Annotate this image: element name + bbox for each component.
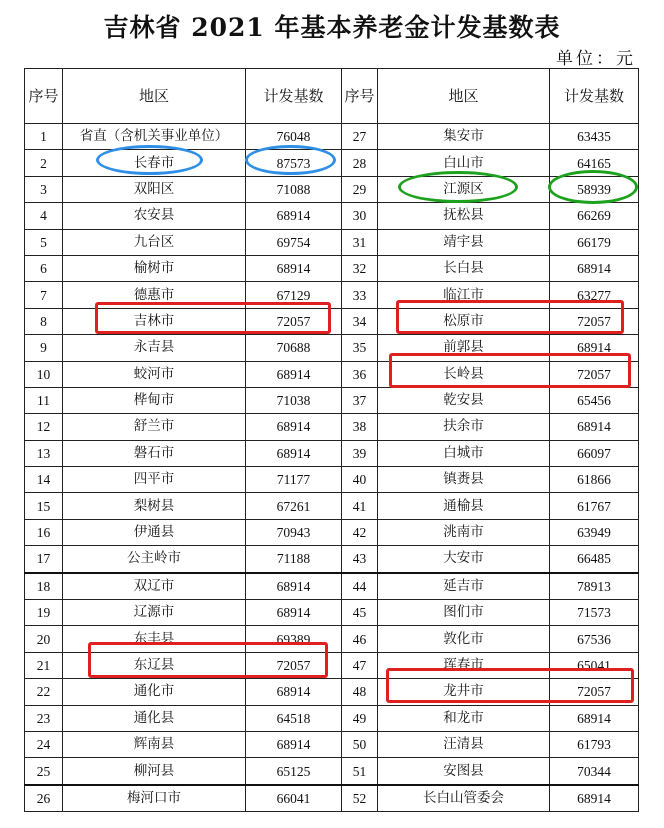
cell-region-left: 公主岭市 (63, 546, 246, 573)
cell-base-left: 68914 (246, 255, 342, 281)
cell-base-left: 67129 (246, 282, 342, 308)
cell-region-right: 通榆县 (378, 493, 550, 519)
cell-base-left: 70688 (246, 335, 342, 361)
table-row (25, 176, 639, 202)
cell-region-left: 东丰县 (63, 626, 246, 652)
cell-base-right: 78913 (550, 573, 639, 600)
cell-region-left: 双阳区 (63, 176, 246, 202)
pension-base-table (24, 68, 639, 812)
cell-seq-right: 28 (342, 150, 378, 176)
table-row (25, 679, 639, 705)
cell-region-left: 东辽县 (63, 652, 246, 678)
table-row (25, 600, 639, 626)
cell-seq-left: 4 (25, 203, 63, 229)
table-row (25, 573, 639, 600)
cell-base-right: 61767 (550, 493, 639, 519)
cell-seq-right: 34 (342, 308, 378, 334)
cell-base-right: 65041 (550, 652, 639, 678)
cell-seq-right: 36 (342, 361, 378, 387)
table-row (25, 652, 639, 678)
cell-base-left: 67261 (246, 493, 342, 519)
cell-base-left: 87573 (246, 150, 342, 176)
cell-base-left: 68914 (246, 679, 342, 705)
cell-region-right: 龙井市 (378, 679, 550, 705)
cell-region-right: 临江市 (378, 282, 550, 308)
cell-seq-right: 37 (342, 387, 378, 413)
cell-region-left: 伊通县 (63, 519, 246, 545)
cell-seq-left: 7 (25, 282, 63, 308)
cell-region-right: 延吉市 (378, 573, 550, 600)
cell-seq-right: 49 (342, 705, 378, 731)
cell-base-right: 58939 (550, 176, 639, 202)
cell-base-left: 72057 (246, 308, 342, 334)
cell-base-right: 63277 (550, 282, 639, 308)
table-row (25, 546, 639, 573)
cell-seq-right: 31 (342, 229, 378, 255)
cell-seq-right: 32 (342, 255, 378, 281)
cell-base-right: 63435 (550, 124, 639, 150)
cell-region-right: 图们市 (378, 600, 550, 626)
cell-base-left: 68914 (246, 440, 342, 466)
cell-region-right: 白城市 (378, 440, 550, 466)
cell-region-left: 九台区 (63, 229, 246, 255)
table-row (25, 361, 639, 387)
cell-region-right: 江源区 (378, 176, 550, 202)
cell-seq-left: 22 (25, 679, 63, 705)
table-row (25, 124, 639, 150)
table-row (25, 493, 639, 519)
cell-region-right: 集安市 (378, 124, 550, 150)
cell-seq-left: 3 (25, 176, 63, 202)
cell-base-right: 66485 (550, 546, 639, 573)
cell-region-right: 安图县 (378, 758, 550, 785)
cell-region-right: 珲春市 (378, 652, 550, 678)
cell-seq-right: 35 (342, 335, 378, 361)
cell-base-left: 68914 (246, 203, 342, 229)
cell-base-right: 71573 (550, 600, 639, 626)
cell-region-right: 靖宇县 (378, 229, 550, 255)
cell-region-left: 梨树县 (63, 493, 246, 519)
table-row (25, 229, 639, 255)
cell-seq-right: 52 (342, 785, 378, 812)
header-seq-right: 序号 (342, 69, 378, 124)
cell-region-left: 桦甸市 (63, 387, 246, 413)
cell-region-left: 吉林市 (63, 308, 246, 334)
cell-base-left: 68914 (246, 600, 342, 626)
header-base-right: 计发基数 (550, 69, 639, 124)
cell-base-left: 69754 (246, 229, 342, 255)
cell-base-right: 61866 (550, 467, 639, 493)
cell-seq-left: 17 (25, 546, 63, 573)
cell-region-right: 长白县 (378, 255, 550, 281)
cell-region-left: 四平市 (63, 467, 246, 493)
cell-region-left: 省直（含机关事业单位） (63, 124, 246, 150)
cell-base-right: 66269 (550, 203, 639, 229)
cell-base-right: 67536 (550, 626, 639, 652)
cell-seq-right: 30 (342, 203, 378, 229)
cell-region-left: 辉南县 (63, 731, 246, 757)
cell-base-right: 70344 (550, 758, 639, 785)
cell-region-right: 长岭县 (378, 361, 550, 387)
cell-seq-left: 21 (25, 652, 63, 678)
cell-seq-left: 13 (25, 440, 63, 466)
cell-region-left: 长春市 (63, 150, 246, 176)
cell-base-left: 71088 (246, 176, 342, 202)
cell-region-left: 梅河口市 (63, 785, 246, 812)
cell-seq-left: 20 (25, 626, 63, 652)
cell-seq-left: 2 (25, 150, 63, 176)
cell-region-left: 辽源市 (63, 600, 246, 626)
cell-base-right: 66179 (550, 229, 639, 255)
cell-base-left: 64518 (246, 705, 342, 731)
cell-region-right: 白山市 (378, 150, 550, 176)
table-row (25, 785, 639, 812)
cell-seq-left: 25 (25, 758, 63, 785)
cell-base-left: 66041 (246, 785, 342, 812)
table-row (25, 705, 639, 731)
cell-region-right: 松原市 (378, 308, 550, 334)
cell-seq-left: 23 (25, 705, 63, 731)
cell-base-right: 72057 (550, 679, 639, 705)
cell-region-left: 榆树市 (63, 255, 246, 281)
cell-base-left: 71188 (246, 546, 342, 573)
cell-region-left: 舒兰市 (63, 414, 246, 440)
cell-region-right: 汪清县 (378, 731, 550, 757)
cell-base-right: 63949 (550, 519, 639, 545)
cell-seq-right: 33 (342, 282, 378, 308)
cell-seq-left: 9 (25, 335, 63, 361)
cell-seq-left: 12 (25, 414, 63, 440)
cell-base-left: 68914 (246, 573, 342, 600)
header-region-right: 地区 (378, 69, 550, 124)
cell-region-right: 敦化市 (378, 626, 550, 652)
table-row (25, 440, 639, 466)
table-row (25, 414, 639, 440)
cell-region-right: 抚松县 (378, 203, 550, 229)
cell-region-right: 前郭县 (378, 335, 550, 361)
cell-base-left: 68914 (246, 414, 342, 440)
cell-seq-right: 45 (342, 600, 378, 626)
cell-region-left: 通化市 (63, 679, 246, 705)
cell-seq-right: 42 (342, 519, 378, 545)
cell-base-left: 70943 (246, 519, 342, 545)
cell-seq-right: 51 (342, 758, 378, 785)
cell-region-left: 通化县 (63, 705, 246, 731)
table-row (25, 467, 639, 493)
cell-base-left: 71177 (246, 467, 342, 493)
table-row (25, 282, 639, 308)
table-row (25, 731, 639, 757)
cell-region-left: 永吉县 (63, 335, 246, 361)
cell-seq-right: 27 (342, 124, 378, 150)
cell-seq-left: 26 (25, 785, 63, 812)
unit-label: 单位：元 (556, 49, 636, 69)
table-row (25, 335, 639, 361)
cell-seq-right: 41 (342, 493, 378, 519)
cell-seq-left: 5 (25, 229, 63, 255)
cell-base-left: 68914 (246, 361, 342, 387)
cell-region-right: 洮南市 (378, 519, 550, 545)
cell-seq-left: 16 (25, 519, 63, 545)
cell-seq-right: 40 (342, 467, 378, 493)
cell-base-left: 69389 (246, 626, 342, 652)
header-base-left: 计发基数 (246, 69, 342, 124)
table-row (25, 519, 639, 545)
cell-seq-left: 10 (25, 361, 63, 387)
cell-seq-left: 19 (25, 600, 63, 626)
cell-base-right: 68914 (550, 255, 639, 281)
cell-region-left: 磐石市 (63, 440, 246, 466)
table-row (25, 255, 639, 281)
header-region-left: 地区 (63, 69, 246, 124)
cell-seq-right: 29 (342, 176, 378, 202)
cell-region-right: 大安市 (378, 546, 550, 573)
cell-base-right: 72057 (550, 361, 639, 387)
cell-base-right: 68914 (550, 414, 639, 440)
table-row (25, 626, 639, 652)
cell-base-left: 76048 (246, 124, 342, 150)
page-title: 吉林省 2021 年基本养老金计发基数表 (103, 13, 561, 42)
table-row (25, 308, 639, 334)
cell-seq-left: 15 (25, 493, 63, 519)
cell-region-left: 双辽市 (63, 573, 246, 600)
cell-region-right: 长白山管委会 (378, 785, 550, 812)
cell-seq-left: 11 (25, 387, 63, 413)
table-row (25, 758, 639, 785)
cell-seq-left: 24 (25, 731, 63, 757)
cell-base-right: 68914 (550, 785, 639, 812)
cell-seq-left: 8 (25, 308, 63, 334)
cell-seq-right: 43 (342, 546, 378, 573)
cell-region-right: 和龙市 (378, 705, 550, 731)
cell-base-right: 72057 (550, 308, 639, 334)
cell-seq-right: 38 (342, 414, 378, 440)
cell-seq-right: 46 (342, 626, 378, 652)
cell-base-left: 71038 (246, 387, 342, 413)
cell-base-right: 68914 (550, 705, 639, 731)
cell-region-left: 德惠市 (63, 282, 246, 308)
cell-seq-right: 39 (342, 440, 378, 466)
cell-seq-left: 14 (25, 467, 63, 493)
cell-seq-right: 47 (342, 652, 378, 678)
table-row (25, 150, 639, 176)
cell-seq-left: 18 (25, 573, 63, 600)
cell-region-left: 柳河县 (63, 758, 246, 785)
cell-region-left: 蛟河市 (63, 361, 246, 387)
cell-seq-left: 6 (25, 255, 63, 281)
cell-region-right: 扶余市 (378, 414, 550, 440)
header-seq-left: 序号 (25, 69, 63, 124)
cell-base-right: 64165 (550, 150, 639, 176)
table-row (25, 203, 639, 229)
cell-base-right: 65456 (550, 387, 639, 413)
table-header-row (25, 69, 639, 124)
cell-seq-right: 50 (342, 731, 378, 757)
table-row (25, 387, 639, 413)
cell-base-left: 72057 (246, 652, 342, 678)
cell-base-left: 68914 (246, 731, 342, 757)
cell-region-right: 镇赉县 (378, 467, 550, 493)
cell-base-right: 61793 (550, 731, 639, 757)
cell-region-left: 农安县 (63, 203, 246, 229)
cell-seq-left: 1 (25, 124, 63, 150)
cell-region-right: 乾安县 (378, 387, 550, 413)
cell-seq-right: 44 (342, 573, 378, 600)
cell-base-right: 68914 (550, 335, 639, 361)
cell-base-left: 65125 (246, 758, 342, 785)
cell-seq-right: 48 (342, 679, 378, 705)
cell-base-right: 66097 (550, 440, 639, 466)
